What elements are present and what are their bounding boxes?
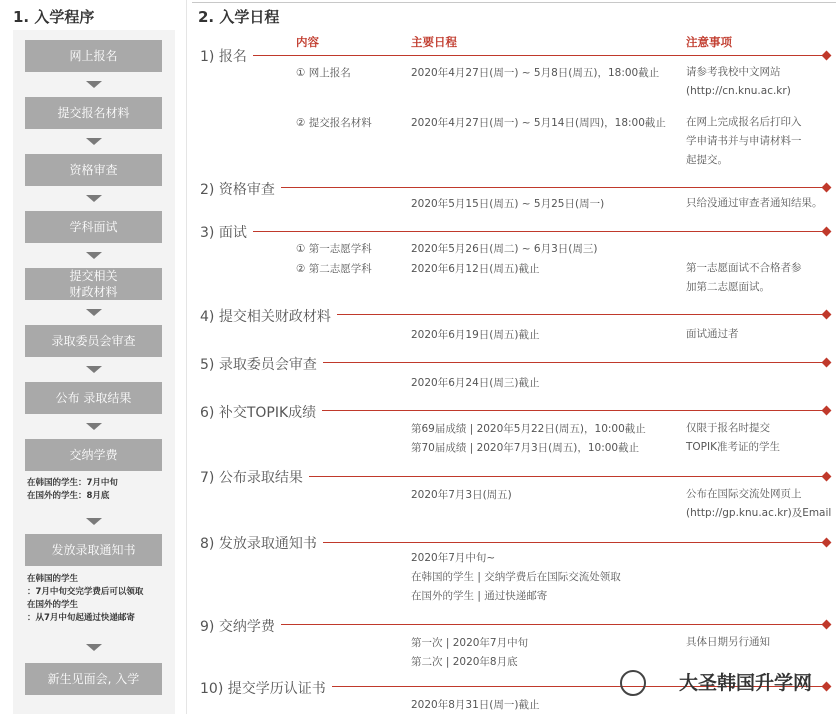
wechat-logo-icon [620, 670, 646, 696]
down-arrow-icon [86, 138, 102, 145]
s8-line3: 在国外的学生 | 通过快递邮寄 [411, 590, 548, 602]
s6-date-69: 第69届成绩 | 2020年5月22日(周五)，10:00截止 [411, 423, 646, 435]
procedure-title: 1. 入学程序 [13, 8, 95, 26]
down-arrow-icon [86, 423, 102, 430]
section-9-title: 9) 交纳学费 [200, 616, 281, 636]
col-header-notes: 注意事项 [686, 35, 732, 49]
down-arrow-icon [86, 366, 102, 373]
s9-date-second: 第二次 | 2020年8月底 [411, 656, 518, 668]
diamond-icon [822, 310, 832, 320]
col-header-schedule: 主要日程 [411, 35, 457, 49]
s3-item-first: ① 第一志愿学科 [296, 243, 372, 255]
section-rule [312, 362, 828, 363]
section-5-title: 5) 录取委员会审查 [200, 354, 323, 374]
s6-date-70: 第70届成绩 | 2020年7月3日(周五)，10:00截止 [411, 442, 640, 454]
divider [186, 0, 187, 714]
down-arrow-icon [86, 252, 102, 259]
s3-note-a: 第一志愿面试不合格者参 [686, 262, 802, 274]
s1-item-online: ① 网上报名 [296, 67, 351, 79]
step-announce-results: 公布 录取结果 [25, 382, 162, 414]
s9-note: 具体日期另行通知 [686, 636, 770, 648]
section-rule [326, 314, 828, 315]
s3-note-b: 加第二志愿面试。 [686, 281, 770, 293]
section-rule [310, 410, 828, 411]
step-financial-line1: 提交相关 [69, 269, 118, 283]
diamond-icon [822, 406, 832, 416]
step-qualification-review: 资格审查 [25, 154, 162, 186]
diamond-icon [822, 682, 832, 692]
s4-date: 2020年6月19日(周五)截止 [411, 329, 540, 341]
procedure-panel [13, 30, 175, 714]
down-arrow-icon [86, 644, 102, 651]
s1-note-materials-a: 在网上完成报名后打印入 [686, 116, 802, 128]
diamond-icon [822, 472, 832, 482]
s4-note: 面试通过者 [686, 328, 739, 340]
s3-date-second: 2020年6月12日(周五)截止 [411, 263, 540, 275]
tuition-note-abroad: 在国外的学生：8月底 [27, 491, 110, 501]
s1-note-online-a: 请参考我校中文网站 [686, 66, 781, 78]
s1-note-materials-b: 学申请书并与申请材料一 [686, 135, 802, 147]
step-financial-docs [25, 268, 162, 300]
s1-note-materials-c: 起提交。 [686, 154, 728, 166]
section-8-title: 8) 发放录取通知书 [200, 533, 323, 553]
section-rule [244, 55, 828, 56]
s6-note-b: TOPIK准考证的学生 [686, 441, 780, 453]
schedule-title: 2. 入学日程 [198, 8, 280, 26]
step-committee-review: 录取委员会审查 [25, 325, 162, 357]
section-1-title: 1) 报名 [200, 46, 253, 66]
section-rule [298, 476, 828, 477]
s3-item-second: ② 第二志愿学科 [296, 263, 372, 275]
s7-date: 2020年7月3日(周五) [411, 489, 512, 501]
step-orientation: 新生见面会, 入学 [25, 663, 162, 695]
section-2-title: 2) 资格审查 [200, 179, 281, 199]
step-admission-notice: 发放录取通知书 [25, 534, 162, 566]
s8-line1: 2020年7月中旬~ [411, 552, 496, 564]
s5-date: 2020年6月24日(周三)截止 [411, 377, 540, 389]
notice-note-4: ：从7月中旬起通过快递邮寄 [27, 613, 135, 623]
diamond-icon [822, 51, 832, 61]
s9-date-first: 第一次 | 2020年7月中旬 [411, 637, 529, 649]
section-rule [270, 624, 828, 625]
section-rule [242, 231, 828, 232]
down-arrow-icon [86, 518, 102, 525]
down-arrow-icon [86, 195, 102, 202]
notice-note-3: 在国外的学生 [27, 600, 79, 610]
s1-note-online-b: (http://cn.knu.ac.kr) [686, 85, 791, 97]
top-rule [192, 2, 836, 3]
section-3-title: 3) 面试 [200, 222, 253, 242]
section-4-title: 4) 提交相关财政材料 [200, 306, 337, 326]
s10-date: 2020年8月31日(周一)截止 [411, 699, 540, 711]
section-7-title: 7) 公布录取结果 [200, 467, 309, 487]
step-submit-materials: 提交报名材料 [25, 97, 162, 129]
section-rule [312, 542, 828, 543]
s8-line2: 在韩国的学生 | 交纳学费后在国际交流处领取 [411, 571, 621, 583]
diamond-icon [822, 620, 832, 630]
diamond-icon [822, 183, 832, 193]
section-rule [270, 187, 828, 188]
notice-note-1: 在韩国的学生 [27, 574, 79, 584]
down-arrow-icon [86, 81, 102, 88]
step-interview: 学科面试 [25, 211, 162, 243]
s2-note: 只给没通过审查者通知结果。 [686, 197, 823, 209]
s6-note-a: 仅限于报名时提交 [686, 422, 770, 434]
step-online-apply: 网上报名 [25, 40, 162, 72]
down-arrow-icon [86, 309, 102, 316]
diamond-icon [822, 227, 832, 237]
notice-note-2: ：7月中旬交完学费后可以领取 [27, 587, 144, 597]
diamond-icon [822, 538, 832, 548]
s1-item-materials: ② 提交报名材料 [296, 117, 372, 129]
s7-note-a: 公布在国际交流处网页上 [686, 488, 802, 500]
tuition-note-korea: 在韩国的学生：7月中旬 [27, 478, 118, 488]
col-header-content: 内容 [296, 35, 319, 49]
s1-date-materials: 2020年4月27日(周一) ~ 5月14日(周四)，18:00截止 [411, 117, 666, 129]
step-pay-tuition: 交纳学费 [25, 439, 162, 471]
section-10-title: 10) 提交学历认证书 [200, 678, 332, 698]
s7-note-b: (http://gp.knu.ac.kr)及Email [686, 507, 832, 519]
watermark-text: 大圣韩国升学网 [678, 672, 812, 694]
diamond-icon [822, 358, 832, 368]
s3-date-first: 2020年5月26日(周二) ~ 6月3日(周三) [411, 243, 598, 255]
s1-date-online: 2020年4月27日(周一) ~ 5月8日(周五)，18:00截止 [411, 67, 660, 79]
s2-date: 2020年5月15日(周五) ~ 5月25日(周一) [411, 198, 605, 210]
step-financial-line2: 财政材料 [69, 285, 118, 299]
section-6-title: 6) 补交TOPIK成绩 [200, 402, 322, 422]
